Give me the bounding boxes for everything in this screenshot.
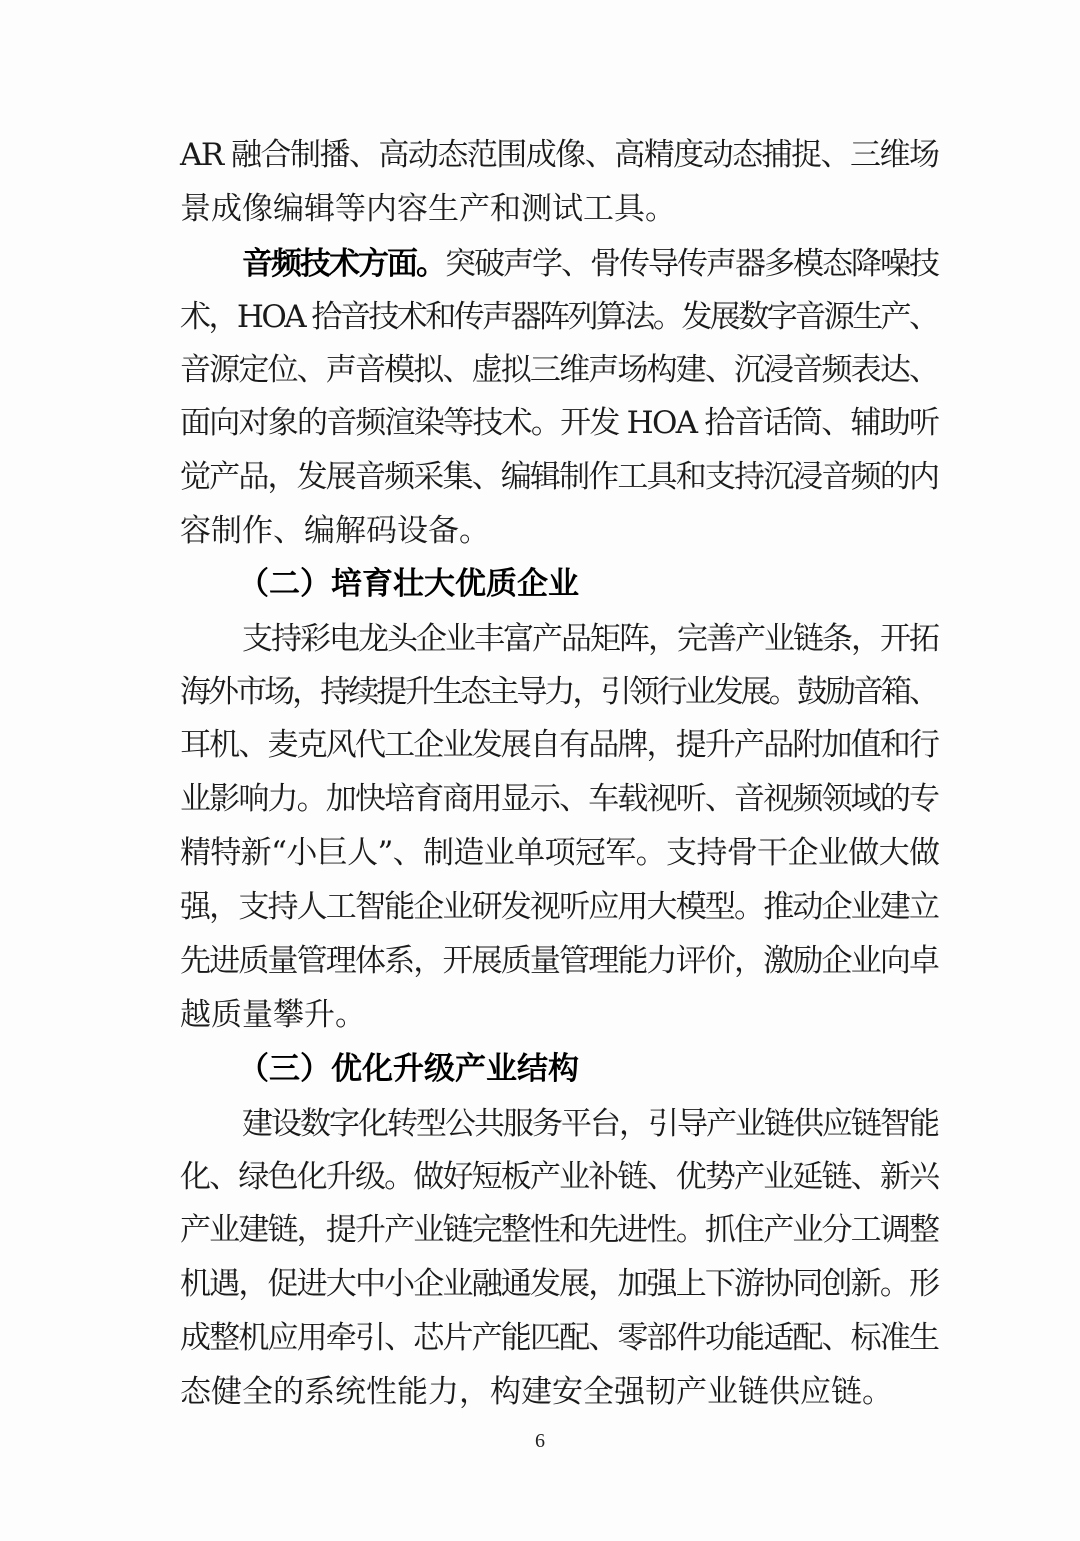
text-line: 海外市场，持续提升生态主导力，引领行业发展。鼓励音箱、: [180, 674, 938, 710]
text-line: 建设数字化转型公共服务平台，引导产业链供应链智能: [242, 1106, 938, 1142]
text-line: 先进质量管理体系，开展质量管理能力评价，激励企业向卓: [180, 943, 939, 979]
paragraph-line: [0, 665, 1080, 719]
paragraph-line: [0, 1257, 1080, 1311]
paragraph-line: [0, 1150, 1080, 1204]
text-line: AR 融合制播、高动态范围成像、高精度动态捕捉、三维场: [180, 137, 939, 173]
paragraph-line: [0, 343, 1080, 397]
paragraph-line: [0, 128, 1080, 182]
paragraph-line: [0, 772, 1080, 826]
paragraph-line: [0, 504, 1080, 558]
text-run: 突破声学、骨传导传声器多模态降噪技: [445, 246, 938, 282]
paragraph-line: [0, 718, 1080, 772]
section-heading: （二）培育壮大优质企业: [238, 566, 579, 602]
text-line: 觉产品，发展音频采集、编辑制作工具和支持沉浸音频的内: [180, 459, 939, 495]
text-line: 强，支持人工智能企业研发视听应用大模型。推动企业建立: [180, 889, 939, 925]
paragraph-line: [0, 880, 1080, 934]
section-heading-line: [0, 557, 1080, 611]
text-line: 音源定位、声音模拟、虚拟三维声场构建、沉浸音频表达、: [180, 352, 939, 388]
paragraph-line: [0, 988, 1080, 1042]
paragraph-first-line: [242, 237, 938, 291]
paragraph-line: [0, 612, 1080, 666]
paragraph-line: [0, 1365, 1080, 1419]
section-heading-line: [0, 1042, 1080, 1096]
paragraph-line: [0, 1097, 1080, 1151]
text-line: 景成像编辑等内容生产和测试工具。: [180, 191, 676, 227]
section-heading: （三）优化升级产业结构: [238, 1051, 579, 1087]
text-line: 支持彩电龙头企业丰富产品矩阵，完善产业链条，开拓: [242, 621, 938, 657]
text-line: 耳机、麦克风代工企业发展自有品牌，提升产品附加值和行: [180, 727, 939, 763]
text-line: 机遇，促进大中小企业融通发展，加强上下游协同创新。形: [180, 1266, 939, 1302]
text-line: 面向对象的音频渲染等技术。开发 HOA 拾音话筒、辅助听: [180, 405, 939, 441]
paragraph-line: [0, 450, 1080, 504]
paragraph-line: [0, 1203, 1080, 1257]
text-line: 化、绿色化升级。做好短板产业补链、优势产业延链、新兴: [180, 1159, 939, 1195]
text-line: 精特新“小巨人”、制造业单项冠军。支持骨干企业做大做: [180, 835, 940, 871]
text-line: 术，HOA 拾音技术和传声器阵列算法。发展数字音源生产、: [180, 299, 938, 335]
paragraph-line: [0, 396, 1080, 450]
text-line: 容制作、编解码设备。: [180, 513, 490, 549]
paragraph-line: [0, 934, 1080, 988]
text-line: 产业建链，提升产业链完整性和先进性。抓住产业分工调整: [180, 1212, 939, 1248]
paragraph-line: [0, 290, 1080, 344]
lead-in-bold: 音频技术方面。: [242, 246, 445, 282]
paragraph-line: [0, 237, 1080, 291]
paragraph-line: [0, 182, 1080, 236]
paragraph-line: [0, 1311, 1080, 1365]
text-line: 成整机应用牵引、芯片产能匹配、零部件功能适配、标准生: [180, 1320, 939, 1356]
text-line: 业影响力。加快培育商用显示、车载视听、音视频领域的专: [180, 781, 939, 817]
page-number: 6: [535, 1430, 545, 1452]
text-line: 态健全的系统性能力，构建安全强韧产业链供应链。: [180, 1374, 893, 1410]
paragraph-line: [0, 826, 1080, 880]
text-line: 越质量攀升。: [180, 997, 366, 1033]
